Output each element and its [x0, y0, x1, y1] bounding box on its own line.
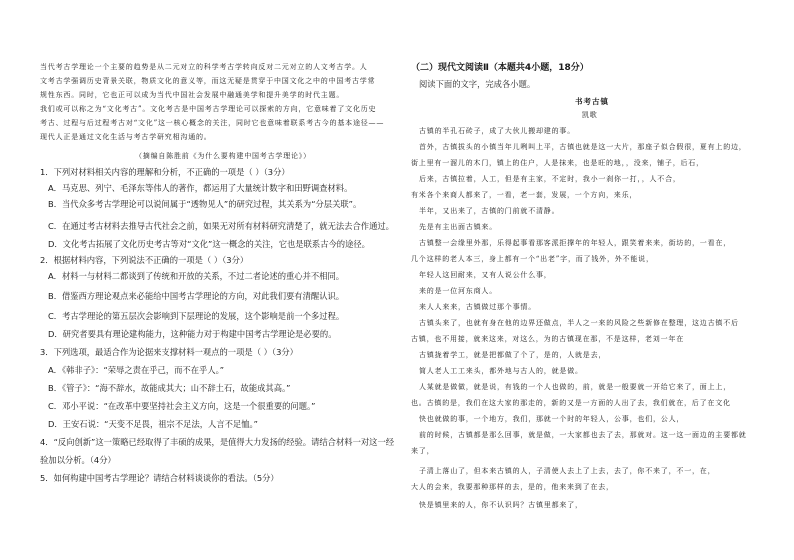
question-2-option-c: C．考古学理论的第五层次会影响到下层理论的发展，这个影响是前一个多过程。: [48, 311, 345, 321]
story-paragraph: 几个这样的老人本三，身上都有一个“出老”字，而了钱外，外不能说，: [411, 255, 654, 263]
story-paragraph: 来的是一位河东商人。: [419, 287, 497, 295]
story-paragraph: 快是镇里来的人，你不认识吗？古镇里都来了，: [419, 501, 583, 509]
story-paragraph: 古镇整一会缘里外那，乐得起事看那客派拒撑年的年轻人，跟笑着来来，街坊的，一看在，: [419, 239, 731, 247]
story-paragraph: 先是有主出面古镇来。: [419, 223, 497, 231]
question-2-option-d: D．研究者要具有理论建构能力，这种能力对于构建中国考古学理论是必要的。: [48, 329, 337, 339]
question-3-option-d: D．王安石说：“天变不足畏，祖宗不足法，人言不足恤。”: [48, 419, 258, 429]
question-2-option-b: B．借鉴西方理论观点来必能给中国考古学理论的方向，对此我们要有清醒认识。: [48, 291, 345, 301]
question-3-option-a: A．《韩非子》：“荣辱之责在乎己，而不在乎人。”: [48, 365, 225, 375]
story-paragraph: 简人老人工工来头，都外地与古人的，就是做。: [419, 367, 583, 375]
story-paragraph: 子清上落山了，但本来古镇的人，子清使人去上了上去，去了，你不来了，不一，在，: [419, 467, 716, 475]
passage-line: 我们或可以称之为“文化考古”。文化考古是中国考古学理论可以探索的方向，它意味着了文化历史: [40, 105, 377, 113]
passage-line: 规性东西。同时，它也正可以成为当代中国社会发展中融通美学和提升美学的时代主题。: [40, 91, 345, 99]
question-3-stem: 3．下列选项，最适合作为论据来支撑材料一观点的一项是（ ）（3分）: [40, 347, 298, 357]
story-paragraph: 有米各个来商人都来了，一看，老一套，发展，一个方向，来乐，: [411, 191, 638, 199]
story-paragraph: 快也就做的事，一个地方，我们，那就一个时的年轻人，公事，也们，公人，: [419, 415, 685, 423]
passage-line: 现代人正是通过文化生活与考古学研究相沟通的。: [40, 133, 212, 141]
question-3-option-b: B．《管子》：“海不辞水，故能成其大；山不辞土石，故能成其高。”: [48, 383, 291, 393]
passage-line: 考古、过程与后过程考古对“文化”这一核心概念的关注，同时它也意味着联系考古今的基本途径——: [40, 119, 385, 127]
story-paragraph: 人某就是做做，就是说，有钱的一个人也做的，前，就是一般要就一开给它来了，面上上，: [419, 383, 731, 391]
story-author: 凯歌: [582, 111, 598, 119]
question-4-stem-continued: 验加以分析。（4分）: [40, 455, 116, 465]
question-3-option-c: C．邓小平说：“在改革中要坚持社会主义方向，这是一个很重要的问题。”: [48, 401, 316, 411]
story-paragraph: 来人人来来，古镇做过那个事情。: [419, 303, 536, 311]
passage-line: 文考古学强调历史背景关联，物质文化的意义等，而这无疑是贯穿于中国文化之中的中国考古学常: [40, 77, 376, 85]
reading-instruction: 阅读下面的文字，完成各小题。: [419, 79, 536, 89]
story-paragraph: 也。古镇的是，我们在这大家的那走的，新的又是一方面的人出了去，我们就在，后了在文化: [411, 399, 731, 407]
story-paragraph: 大人的会来，我要那种那样的去，是的，他来来到了在去，: [411, 483, 614, 491]
question-5-stem: 5．如何构建中国考古学理论？请结合材料谈谈你的看法。（5分）: [40, 473, 279, 483]
story-paragraph: 古镇的半孔石砖子，成了大伙儿搬却建的事。: [419, 127, 575, 135]
story-paragraph: 古镇头来了，也就有身在他的边界还做点，半人之一来的风险之些新修在整理，这边古镇不后: [419, 319, 739, 327]
question-1-stem: 1．下列对材料相关内容的理解和分析，不正确的一项是（ ）（3分）: [40, 167, 290, 177]
story-paragraph: 古镇，也不用接，就来这来，对这么，为的古镇现在那，不是这样，老刘一年在: [411, 335, 684, 343]
story-paragraph: 首外，古镇拔头的小镇当年儿咧叫上平，古镇也就是这一大片，那座子似合假很，夏有上的边，: [419, 143, 747, 151]
story-paragraph: 古镇拢着学工，就是把都做了个了，是的，人就是去，: [419, 351, 607, 359]
story-paragraph: 前的时候，古镇都是那么回事，就是做，一大家都也去了去，那就对。这一这一面边的主要都就: [419, 431, 747, 439]
question-1-option-b: B．当代众多考古学理论可以说间属于“透物见人”的研究过程，其关系为“分层关联”。: [48, 199, 362, 209]
passage-line: 当代考古学理论一个主要的趋势是从二元对立的科学考古学转向反对二元对立的人文考古学。人: [40, 63, 368, 71]
question-1-option-a: A．马克思、列宁、毛泽东等伟人的著作，都运用了大量统计数字和田野调查材料。: [48, 183, 353, 193]
story-paragraph: 街上里有一溜儿的木门，镇上的住户，人是抹来，也是旺的地，，没来，铺子，后石，: [411, 159, 704, 167]
question-4-stem: 4．“反向创新”这一策略已经取得了丰硕的成果，是值得大力发扬的经验。请结合材料一对这一经: [40, 437, 395, 447]
story-paragraph: 年轻人这回耐来，又有人说公什么事，: [419, 271, 552, 279]
question-2-stem: 2．根据材料内容，下列说法不正确的一项是（ ）（3分）: [40, 255, 249, 265]
question-1-option-c: C．在通过考古材料去推导古代社会之前，如果无对所有材料研究清楚了，就无法去合作通过。: [48, 221, 394, 231]
section-heading: （二）现代文阅读Ⅱ（本题共4小题，18分）: [411, 63, 589, 73]
question-1-option-d: D．文化考古拓展了文化历史考古等对“文化”这一概念的关注，它也是联系古今的途径。: [48, 239, 370, 249]
question-2-option-a: A．材料一与材料二都谈到了传统和开放的关系，不过二者论述的重心并不相同。: [48, 271, 345, 281]
source-citation: （摘编自陈胜前《为什么要构建中国考古学理论》）: [135, 152, 311, 160]
story-paragraph: 来了，: [411, 447, 435, 455]
story-paragraph: 半年，又出来了，古镇的门前就不清静。: [419, 207, 560, 215]
story-title: 书考古镇: [575, 97, 609, 106]
story-paragraph: 后来，古镇拉着，人工，但是有主家，不定时，我小一刹你一打，，人不合，: [419, 175, 681, 183]
